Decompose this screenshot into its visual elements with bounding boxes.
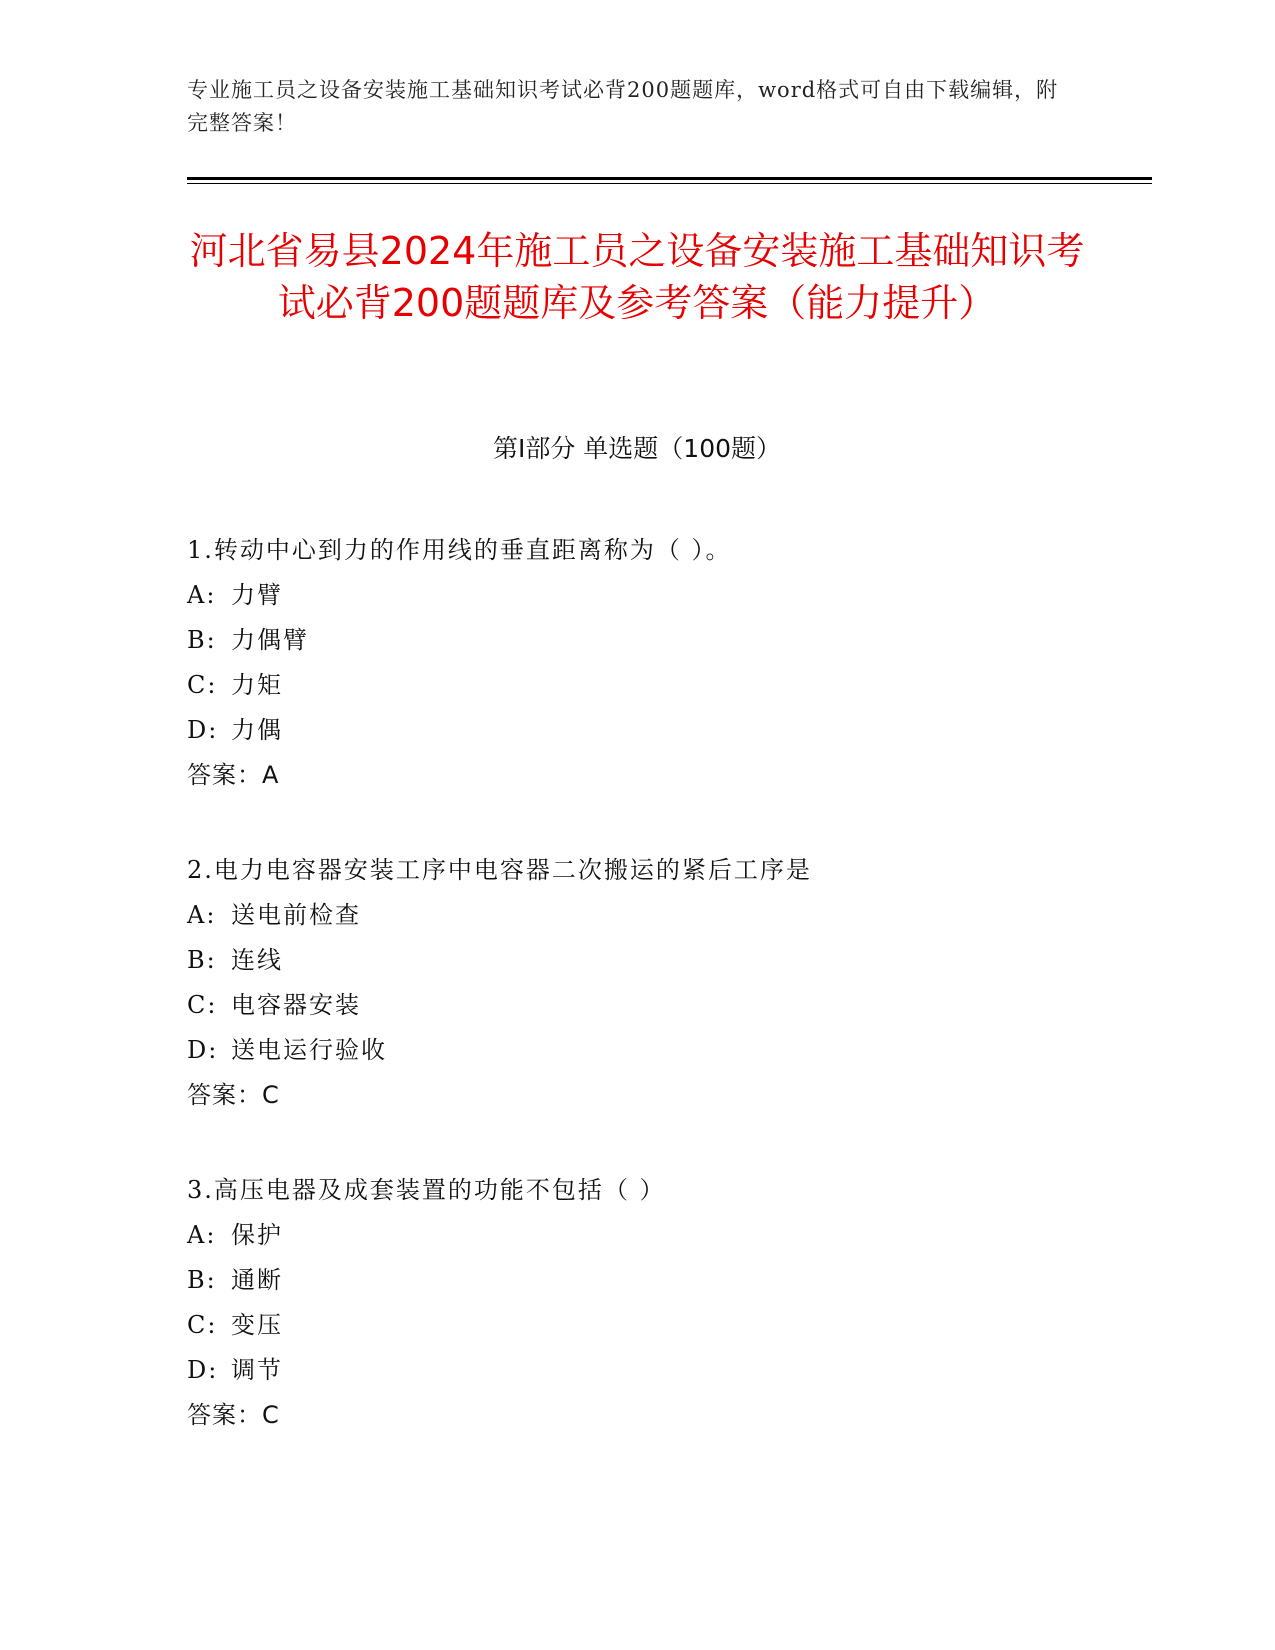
option-text: 调节	[231, 1356, 283, 1384]
question-2	[187, 848, 1147, 1118]
section-title: 第I部分 单选题（100题）	[492, 434, 782, 463]
header-rule-thick	[187, 177, 1152, 180]
option-d	[187, 708, 1147, 753]
option-text: 送电运行验收	[231, 1036, 387, 1064]
option-text: 电容器安装	[231, 991, 361, 1019]
document-title: 河北省易县2024年施工员之设备安装施工基础知识考试必背200题题库及参考答案（能力提升）	[189, 229, 1085, 325]
option-key: C:	[187, 671, 218, 699]
answer: 答案：A	[187, 761, 280, 789]
option-c	[187, 1303, 1147, 1348]
question-3	[187, 1168, 1147, 1438]
option-c	[187, 983, 1147, 1028]
option-text: 通断	[231, 1266, 283, 1294]
header-note: 专业施工员之设备安装施工基础知识考试必背200题题库，word格式可自由下载编辑，附完整答案！	[187, 78, 1059, 135]
option-key: B:	[187, 626, 217, 654]
answer: 答案：C	[187, 1081, 280, 1109]
option-key: A:	[187, 1221, 217, 1249]
option-key: C:	[187, 1311, 218, 1339]
header-rule-thin	[187, 183, 1152, 184]
option-key: A:	[187, 581, 217, 609]
answer: 答案：C	[187, 1401, 280, 1429]
option-key: C:	[187, 991, 218, 1019]
option-text: 力偶臂	[231, 626, 309, 654]
question-list	[187, 528, 1147, 1488]
option-key: D:	[187, 1036, 219, 1064]
option-text: 力矩	[231, 671, 283, 699]
option-a	[187, 1213, 1147, 1258]
option-b	[187, 618, 1147, 663]
option-a	[187, 893, 1147, 938]
option-text: 送电前检查	[231, 901, 361, 929]
option-text: 连线	[231, 946, 283, 974]
option-c	[187, 663, 1147, 708]
option-key: B:	[187, 946, 217, 974]
option-text: 保护	[231, 1221, 283, 1249]
question-stem: 2.电力电容器安装工序中电容器二次搬运的紧后工序是	[187, 856, 812, 884]
question-1	[187, 528, 1147, 798]
option-b	[187, 1258, 1147, 1303]
option-text: 力臂	[231, 581, 283, 609]
option-text: 变压	[231, 1311, 283, 1339]
option-key: A:	[187, 901, 217, 929]
option-text: 力偶	[231, 716, 283, 744]
question-stem: 3.高压电器及成套装置的功能不包括（ ）	[187, 1176, 666, 1204]
option-b	[187, 938, 1147, 983]
option-d	[187, 1348, 1147, 1393]
question-stem: 1.转动中心到力的作用线的垂直距离称为（ ）。	[187, 536, 732, 564]
option-a	[187, 573, 1147, 618]
option-key: D:	[187, 716, 219, 744]
option-key: D:	[187, 1356, 219, 1384]
option-key: B:	[187, 1266, 217, 1294]
option-d	[187, 1028, 1147, 1073]
